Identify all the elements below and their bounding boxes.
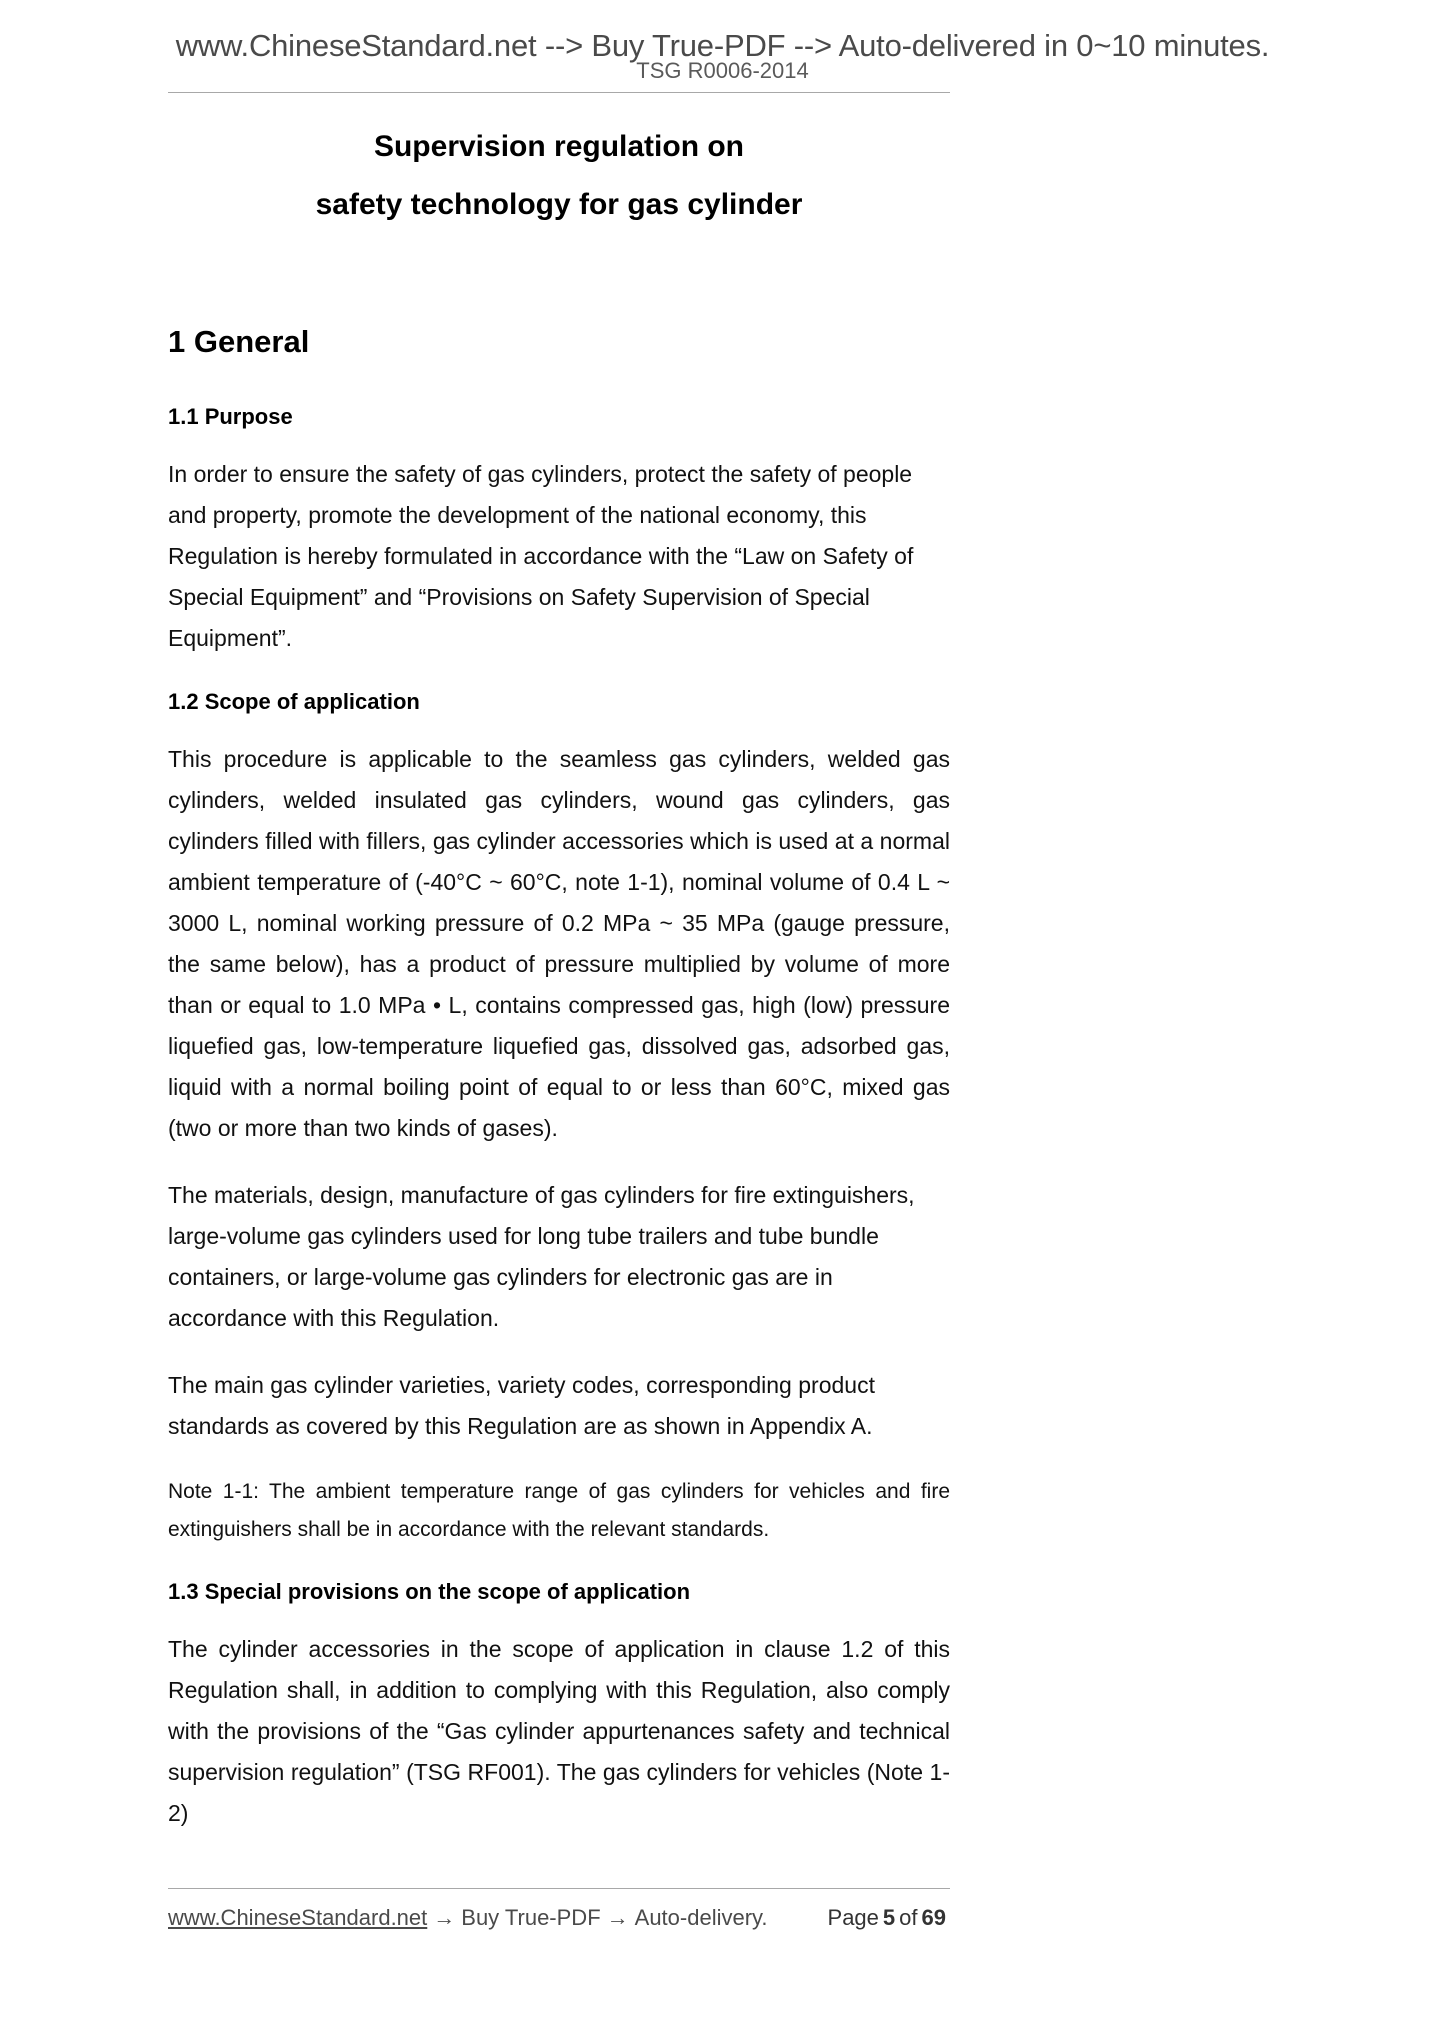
spacer-scope-1-2 — [168, 1149, 950, 1175]
footer-pagination — [828, 1905, 950, 1931]
footer-divider — [168, 1888, 950, 1889]
footer-promo — [168, 1905, 768, 1931]
footer-page-label: Page — [827, 1905, 879, 1930]
footer-of-label: of — [899, 1905, 918, 1930]
spacer-before-scope-heading — [168, 659, 950, 687]
header-watermark: www.ChineseStandard.net --> Buy True-PDF --> Auto-delivered in 0~10 minutes. — [175, 28, 1270, 63]
footer-site-link[interactable]: www.ChineseStandard.net — [168, 1905, 428, 1930]
spacer-after-general-heading — [168, 362, 950, 402]
title-spacer — [168, 234, 950, 322]
footer-arrow-1-icon: → — [433, 1905, 456, 1930]
footer-total-pages: 69 — [921, 1905, 946, 1930]
header-standard-code: TSG R0006-2014 — [636, 58, 809, 83]
footer-arrow-2-icon: → — [606, 1905, 629, 1930]
spacer-after-scope-heading — [168, 717, 950, 739]
spacer-before-note — [168, 1447, 950, 1473]
footer-page-number: 5 — [882, 1905, 896, 1930]
heading-1-1-purpose: 1.1 Purpose — [168, 404, 293, 429]
page-title-line-2: safety technology for gas cylinder — [315, 188, 803, 221]
footer-delivery-label: Auto-delivery. — [634, 1905, 768, 1930]
spacer-after-purpose-heading — [168, 432, 950, 454]
spacer-after-special-heading — [168, 1607, 950, 1629]
spacer-scope-2-3 — [168, 1339, 950, 1365]
paragraph-purpose-body: In order to ensure the safety of gas cylinders, protect the safety of people and property, promote the development of the national economy, this Regulation is hereby formulated in accordance with the “Law on Safety of Special Equipment” and “Provisions on Safety Supervision of Special Equipment”. — [168, 461, 914, 651]
document-content — [168, 118, 950, 1834]
page-title — [168, 118, 950, 234]
paragraph-special-body: The cylinder accessories in the scope of application in clause 1.2 of this Regulation shall, in addition to complying with this Regulation, also comply with the provisions of the “Gas cylinder appurtenances safety and technical supervision regulation” (TSG RF001). The gas cylinders for vehicles (Note 1-2) — [168, 1636, 950, 1826]
paragraph-scope-body-2: The materials, design, manufacture of gas cylinders for fire extinguishers, large-volume gas cylinders used for long tube trailers and tube bundle containers, or large-volume gas cylinders for electronic gas are in accordance with this Regulation. — [168, 1182, 915, 1331]
header-divider — [168, 92, 950, 93]
paragraph-scope-body-3: The main gas cylinder varieties, variety codes, corresponding product standards as covered by this Regulation are as shown in Appendix A. — [168, 1372, 875, 1439]
heading-1-general: 1 General — [168, 324, 310, 359]
note-1-1: Note 1-1: The ambient temperature range of gas cylinders for vehicles and fire extinguishers shall be in accordance with the relevant standards. — [168, 1480, 950, 1541]
page-footer — [168, 1905, 950, 1931]
spacer-before-special-heading — [168, 1549, 950, 1577]
footer-buy-label: Buy True-PDF — [461, 1905, 601, 1930]
paragraph-scope-body-1: This procedure is applicable to the seamless gas cylinders, welded gas cylinders, welded insulated gas cylinders, wound gas cylinders, gas cylinders filled with fillers, gas cylinder accessories which is used at a normal ambient temperature of (-40°C ~ 60°C, note 1-1), nominal volume of 0.4 L ~ 3000 L, nominal working pressure of 0.2 MPa ~ 35 MPa (gauge pressure, the same below), has a product of pressure multiplied by volume of more than or equal to 1.0 MPa • L, contains compressed gas, high (low) pressure liquefied gas, low-temperature liquefied gas, dissolved gas, adsorbed gas, liquid with a normal boiling point of equal to or less than 60°C, mixed gas (two or more than two kinds of gases). — [168, 746, 950, 1141]
heading-1-2-scope: 1.2 Scope of application — [168, 689, 420, 714]
heading-1-3-special-provisions: 1.3 Special provisions on the scope of application — [168, 1579, 691, 1604]
page-title-line-1: Supervision regulation on — [373, 130, 745, 163]
